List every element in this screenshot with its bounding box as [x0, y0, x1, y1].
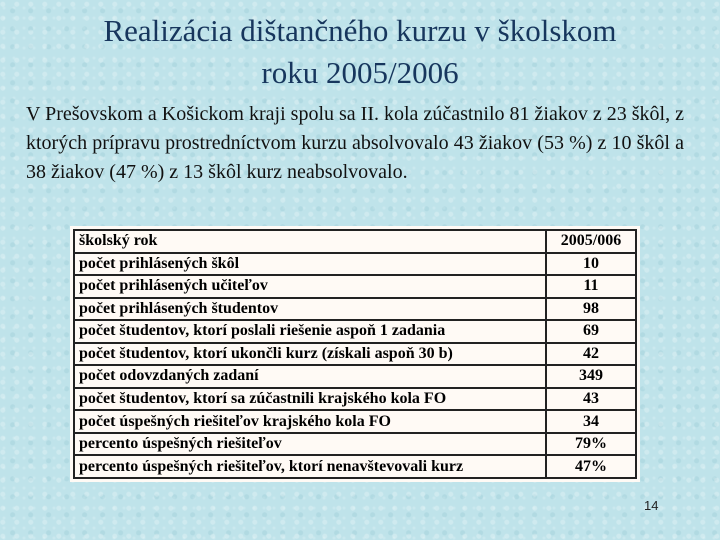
table-row	[74, 253, 636, 276]
row-value: 47%	[546, 455, 636, 478]
slide-title	[30, 10, 690, 94]
row-label: počet prihlásených škôl	[74, 253, 546, 276]
row-label: počet študentov, ktorí poslali riešenie aspoň 1 zadania	[74, 320, 546, 343]
row-label: školský rok	[74, 230, 546, 253]
table-row	[74, 433, 636, 456]
row-label: počet úspešných riešiteľov krajského kola FO	[74, 410, 546, 433]
row-value: 349	[546, 365, 636, 388]
row-label: počet študentov, ktorí ukončli kurz (získali aspoň 30 b)	[74, 343, 546, 366]
row-value: 69	[546, 320, 636, 343]
table-row	[74, 388, 636, 411]
row-label: počet odovzdaných zadaní	[74, 365, 546, 388]
table-row	[74, 230, 636, 253]
table-row	[74, 298, 636, 321]
row-value: 98	[546, 298, 636, 321]
row-label: počet prihlásených študentov	[74, 298, 546, 321]
table-row	[74, 410, 636, 433]
row-value: 10	[546, 253, 636, 276]
slide-title-line-1: Realizácia dištančného kurzu v školskom	[103, 13, 617, 48]
row-value: 42	[546, 343, 636, 366]
row-label: percento úspešných riešiteľov, ktorí nenavštevovali kurz	[74, 455, 546, 478]
row-value: 2005/006	[546, 230, 636, 253]
slide-title-line-2: roku 2005/2006	[261, 55, 459, 90]
table-row	[74, 275, 636, 298]
page-number: 14	[644, 498, 659, 513]
row-value: 11	[546, 275, 636, 298]
statistics-table	[73, 229, 637, 479]
row-value: 43	[546, 388, 636, 411]
row-label: počet študentov, ktorí sa zúčastnili krajského kola FO	[74, 388, 546, 411]
row-label: percento úspešných riešiteľov	[74, 433, 546, 456]
row-label: počet prihlásených učiteľov	[74, 275, 546, 298]
table-row	[74, 365, 636, 388]
table-row	[74, 320, 636, 343]
intro-paragraph: V Prešovskom a Košickom kraji spolu sa II. kola zúčastnilo 81 žiakov z 23 škôl, z ktorých prípravu prostredníctvom kurzu absolvovalo 43 žiakov (53 %) z 10 škôl a 38 žiakov (47 %) z 13 škôl kurz neabsolvovalo.	[26, 103, 684, 183]
row-value: 79%	[546, 433, 636, 456]
statistics-table-frame	[70, 226, 640, 482]
table-row	[74, 455, 636, 478]
row-value: 34	[546, 410, 636, 433]
table-row	[74, 343, 636, 366]
